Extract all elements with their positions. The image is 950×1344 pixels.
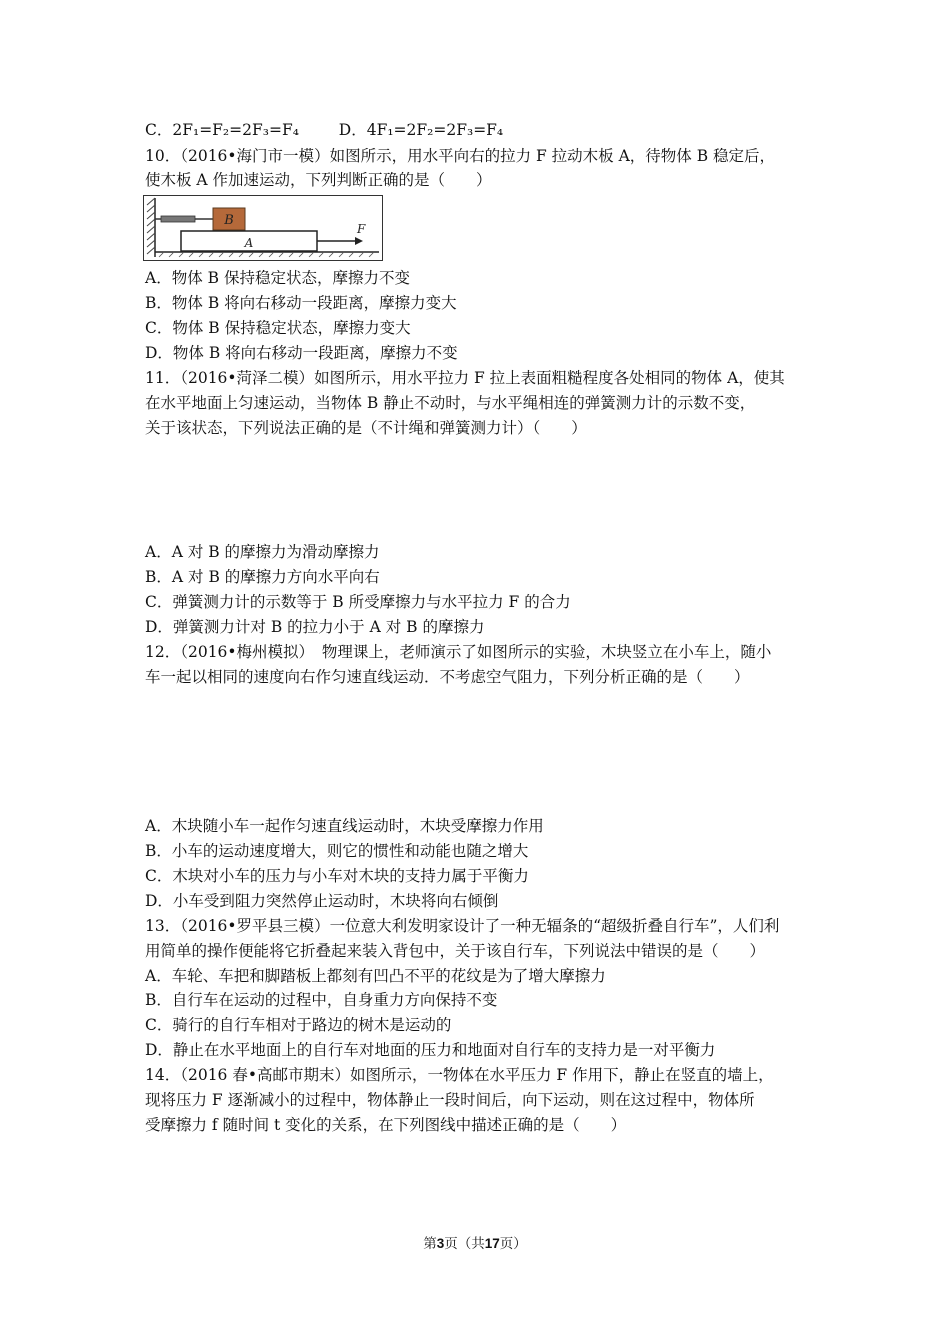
q13-option-c: C．骑行的自行车相对于路边的树木是运动的 — [145, 1016, 452, 1034]
q11-stem-line-1: 11．（2016•菏泽二模）如图所示，用水平拉力 F 拉上表面粗糙程度各处相同的物体 A，使其 — [145, 369, 785, 387]
q14-stem-line-1: 14．（2016 春•高邮市期末）如图所示，一物体在水平压力 F 作用下，静止在竖直的墙上， — [145, 1066, 774, 1084]
page-footer — [0, 1232, 950, 1252]
footer-suffix: 页） — [499, 1236, 527, 1251]
q10-figure-svg — [143, 195, 383, 261]
q14-stem-line-2: 现将压力 F 逐渐减小的过程中，物体静止一段时间后，向下运动，则在这过程中，物体所 — [145, 1091, 755, 1109]
q12-option-b: B．小车的运动速度增大，则它的惯性和动能也随之增大 — [145, 842, 529, 860]
q12-stem-line-2: 车一起以相同的速度向右作匀速直线运动．不考虑空气阻力，下列分析正确的是（ ） — [145, 668, 750, 686]
footer-prefix: 第 — [423, 1236, 437, 1251]
q14-stem-line-3: 受摩擦力 f 随时间 t 变化的关系，在下列图线中描述正确的是（ ） — [145, 1116, 627, 1134]
q10-option-c: C．物体 B 保持稳定状态，摩擦力变大 — [145, 319, 411, 337]
q12-option-d: D．小车受到阻力突然停止运动时，木块将向右倾倒 — [145, 892, 499, 910]
spring-scale — [161, 216, 195, 222]
wall-hatch — [147, 198, 155, 254]
q10-figure — [143, 195, 383, 261]
q10-option-a: A．物体 B 保持稳定状态，摩擦力不变 — [145, 269, 410, 287]
label-b: B — [224, 213, 234, 228]
q9-option-c: C．2F₁=F₂=2F₃=F₄ — [145, 121, 299, 139]
footer-mid: 页（共 — [444, 1236, 485, 1251]
force-arrowhead — [355, 237, 363, 245]
q9-options-row — [145, 120, 503, 140]
footer-total-pages: 17 — [484, 1236, 500, 1251]
q13-option-a: A．车轮、车把和脚踏板上都刻有凹凸不平的花纹是为了增大摩擦力 — [145, 967, 606, 985]
q13-option-d: D．静止在水平地面上的自行车对地面的压力和地面对自行车的支持力是一对平衡力 — [145, 1041, 716, 1059]
q12-option-c: C．木块对小车的压力与小车对木块的支持力属于平衡力 — [145, 867, 529, 885]
q9-option-d: D．4F₁=2F₂=2F₃=F₄ — [338, 121, 504, 139]
q10-stem-line-2: 使木板 A 作加速运动，下列判断正确的是（ ） — [145, 171, 492, 189]
q11-stem-line-3: 关于该状态，下列说法正确的是（不计绳和弹簧测力计）（ ） — [145, 419, 587, 437]
q11-option-d: D．弹簧测力计对 B 的拉力小于 A 对 B 的摩擦力 — [145, 618, 485, 636]
footer-page-number: 3 — [436, 1236, 445, 1251]
q10-option-d: D．物体 B 将向右移动一段距离，摩擦力不变 — [145, 344, 458, 362]
label-f: F — [357, 222, 366, 236]
q13-option-b: B．自行车在运动的过程中，自身重力方向保持不变 — [145, 991, 498, 1009]
q13-stem-line-1: 13．（2016•罗平县三模）一位意大利发明家设计了一种无辐条的“超级折叠自行车”，人们利 — [145, 917, 780, 935]
q12-stem-line-1: 12．（2016•梅州模拟） 物理课上，老师演示了如图所示的实验，木块竖立在小车上，随小 — [145, 643, 772, 661]
q11-option-a: A．A 对 B 的摩擦力为滑动摩擦力 — [145, 543, 380, 561]
q11-stem-line-2: 在水平地面上匀速运动，当物体 B 静止不动时，与水平绳相连的弹簧测力计的示数不变， — [145, 394, 756, 412]
q13-stem-line-2: 用简单的操作便能将它折叠起来装入背包中，关于该自行车，下列说法中错误的是（ ） — [145, 942, 766, 960]
q11-option-b: B．A 对 B 的摩擦力方向水平向右 — [145, 568, 380, 586]
q10-option-b: B．物体 B 将向右移动一段距离，摩擦力变大 — [145, 294, 457, 312]
label-a: A — [244, 236, 254, 250]
q12-option-a: A．木块随小车一起作匀速直线运动时，木块受摩擦力作用 — [145, 817, 544, 835]
q10-stem-line-1: 10．（2016•海门市一模）如图所示，用水平向右的拉力 F 拉动木板 A，待物体 B 稳定后， — [145, 147, 776, 165]
q11-option-c: C．弹簧测力计的示数等于 B 所受摩擦力与水平拉力 F 的合力 — [145, 593, 571, 611]
